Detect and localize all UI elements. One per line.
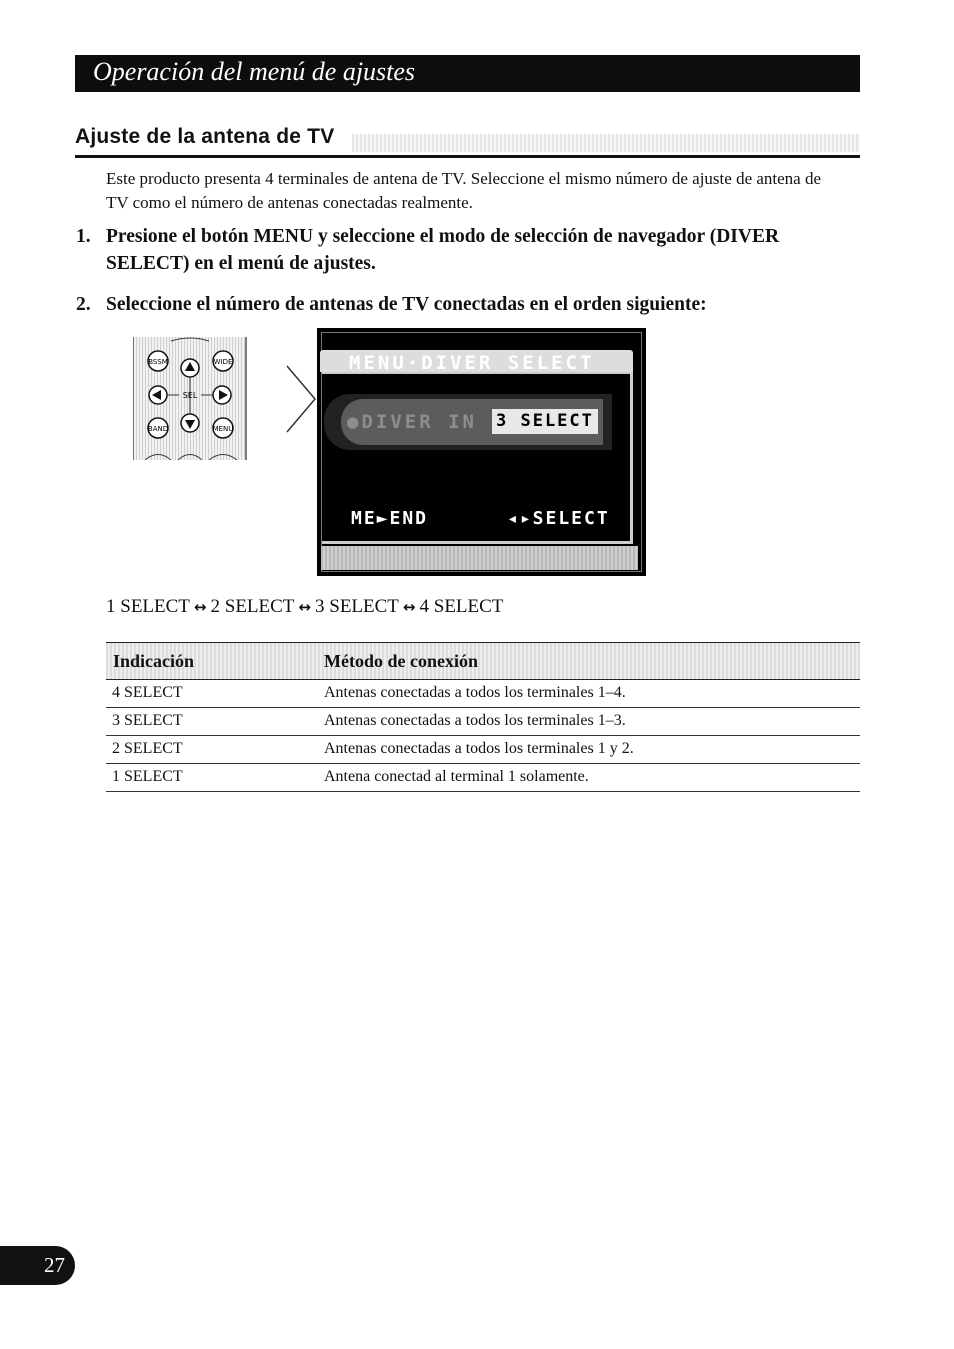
section-title-hatch [352,134,860,152]
menu-end-hint: ME►END [351,508,429,529]
cell-indicacion: 2 SELECT [112,740,183,757]
step-2-text: Seleccione el número de antenas de TV conectadas en el orden siguiente: [106,294,707,315]
cell-metodo: Antenas conectadas a todos los terminales 1 y 2. [324,740,634,757]
chapter-banner [75,55,860,92]
table-row [106,680,860,708]
cell-indicacion: 3 SELECT [112,712,183,729]
section-title: Ajuste de la antena de TV [75,125,335,148]
sequence-item: 2 SELECT [210,596,295,617]
chapter-title: Operación del menú de ajustes [93,57,416,86]
intro-paragraph: Este producto presenta 4 terminales de antena de TV. Seleccione el mismo número de ajuste de antena de TV como el número de antenas conectadas realmente. [106,169,822,212]
band-button-icon [148,418,168,438]
remote-control-illustration [133,337,247,460]
double-arrow-icon: ↔ [298,598,311,616]
page-number: 27 [44,1253,65,1277]
down-arrow-button-icon [181,414,199,432]
sequence-item: 4 SELECT [419,596,504,617]
table-row [106,736,860,764]
right-arrow-button-icon [213,386,231,404]
section-rule [75,155,860,158]
table-row [106,708,860,736]
svg-text:BAND: BAND [147,425,169,433]
select-sequence [106,595,503,619]
cell-indicacion: 1 SELECT [112,768,183,785]
up-arrow-button-icon [181,359,199,377]
step-1-number: 1. [76,226,91,247]
cell-metodo: Antena conectad al terminal 1 solamente. [324,768,589,785]
tv-screen-display [317,328,646,576]
connection-table [106,642,860,792]
step-2-number: 2. [76,294,91,315]
double-arrow-icon: ↔ [402,598,416,616]
step-1-text: Presione el botón MENU y seleccione el modo de selección de navegador (DIVER SELECT) en el menú de ajustes. [106,226,780,274]
sel-label: SEL [182,391,198,400]
svg-text:MENU: MENU [212,425,234,433]
wide-button-icon [213,351,233,371]
double-arrow-icon: ↔ [193,598,207,616]
sequence-item: 1 SELECT [106,596,190,617]
table-header [106,642,860,680]
transition-arrow-icon [285,364,317,434]
cell-indicacion: 4 SELECT [112,684,183,701]
svg-text:BSSM: BSSM [148,358,168,366]
diver-in-label: ●DIVER IN [347,411,477,433]
select-hint: ◂▸SELECT [507,508,610,529]
screen-bottom-strip [321,546,638,570]
cell-metodo: Antenas conectadas a todos los terminales 1–3. [324,712,626,729]
page-number-tab [0,1246,75,1285]
select-value-badge: 3 SELECT [492,409,598,434]
bssm-button-icon [148,351,168,371]
header-metodo: Método de conexión [324,651,478,671]
screen-title: MENU·DIVER SELECT [349,352,595,374]
cell-metodo: Antenas conectadas a todos los terminales 1–4. [324,684,626,701]
header-indicacion: Indicación [113,651,195,671]
left-arrow-button-icon [149,386,167,404]
table-row [106,764,860,792]
svg-text:WIDE: WIDE [213,358,233,366]
sequence-item: 3 SELECT [315,596,399,617]
menu-button-icon [213,418,234,438]
